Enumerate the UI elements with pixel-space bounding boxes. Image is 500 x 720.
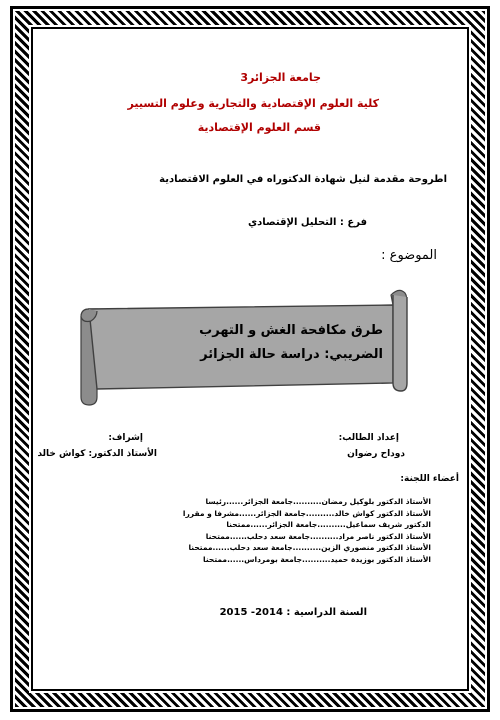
committee-member: الأستاذ الدكتور بلوكيل رمضان..........جامعة الجزائر......رئيسا — [205, 497, 431, 506]
thesis-title-line1: طرق مكافحة الغش و التهرب — [199, 323, 383, 338]
committee-member: الأستاذ الدكتور كواش خالد..........جامعة الجزائر......مشرفا و مقررا — [182, 508, 431, 518]
department-name: قسم العلوم الإقتصادية — [197, 121, 321, 134]
committee-title: أعضاء اللجنة: — [400, 474, 459, 484]
committee-member: الأستاذ الدكتور بوزيدة حميد..........جامعة بومرداس......ممتحنا — [203, 554, 431, 564]
committee-member: الدكتور شريف سماعيل..........جامعة الجزائر......ممتحنا — [226, 520, 431, 529]
committee-member: الأستاذ الدكتور ناصر مراد..........جامعة سعد دحلب......ممتحنا — [205, 531, 431, 541]
subject-label: الموضوع : — [381, 248, 437, 263]
branch-label: فرع : التحليل الإقتصادي — [247, 217, 367, 228]
university-name: جامعة الجزائر3 — [240, 71, 321, 84]
student-name: دوداح رضوان — [347, 449, 405, 459]
faculty-name: كلية العلوم الإقتصادية والتجارية وعلوم التسيير — [127, 97, 379, 110]
supervision-label: إشراف: — [108, 433, 143, 443]
thesis-statement: اطروحة مقدمة لنيل شهادة الدكتوراه في العلوم الاقتصادية — [159, 174, 447, 185]
academic-year: السنة الدراسية : 2014- 2015 — [219, 607, 367, 618]
prepared-by-label: إعداد الطالب: — [338, 433, 399, 443]
supervisor-name: الأستاذ الدكتور: كواش خالد — [37, 449, 157, 459]
title-scroll-banner — [77, 287, 411, 407]
thesis-title-line2: الضريبي: دراسة حالة الجزائر — [200, 347, 383, 362]
thesis-cover-page — [33, 29, 467, 689]
committee-member: الأستاذ الدكتور منصوري الزين..........جامعة سعد دحلب......ممتحنا — [188, 543, 431, 552]
committee-list — [111, 497, 431, 566]
